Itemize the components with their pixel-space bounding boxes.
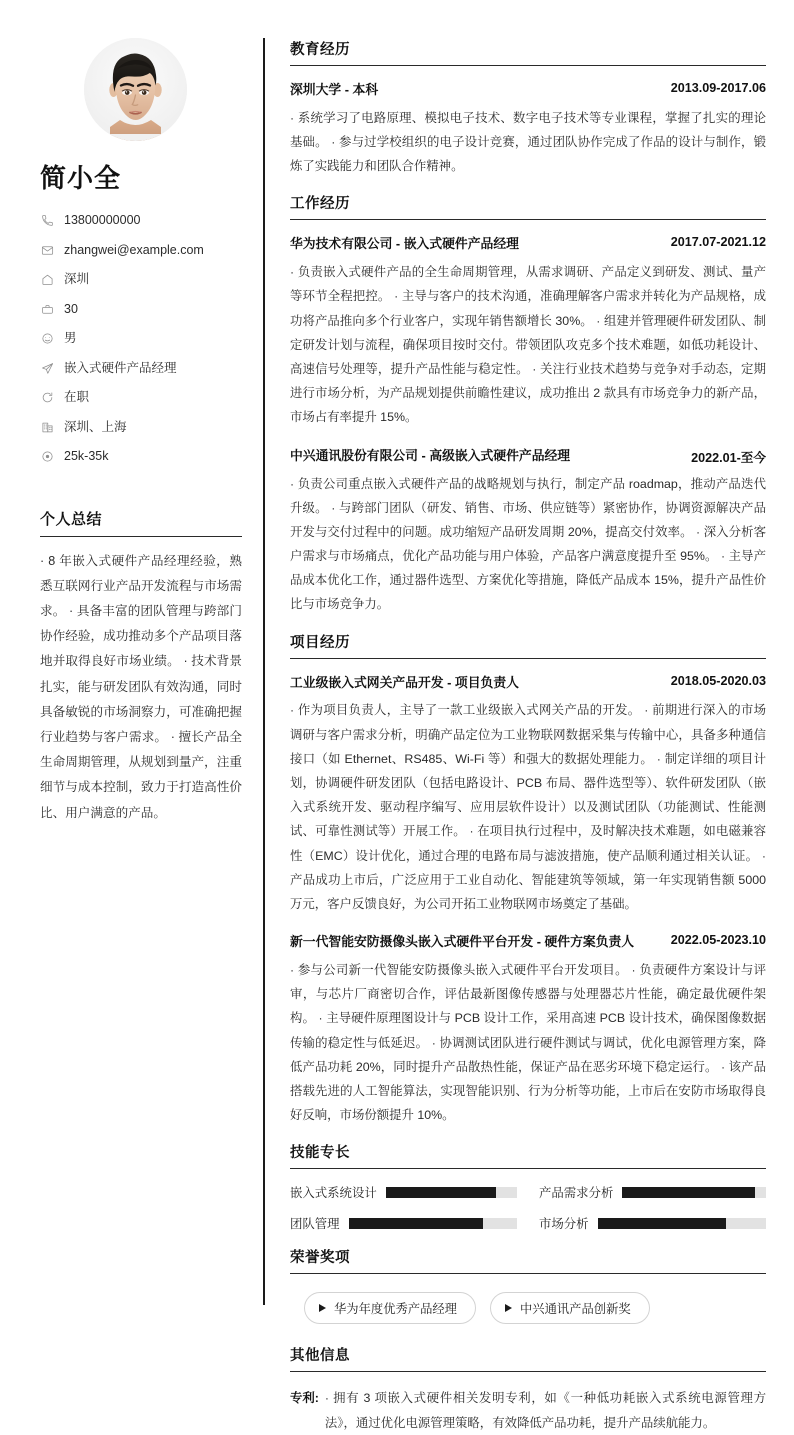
entry-header [290, 932, 766, 952]
section-title-education: 教育经历 [290, 38, 766, 66]
briefcase-icon [40, 302, 55, 317]
building-icon [40, 420, 55, 435]
envelope-icon [40, 243, 55, 258]
section-awards [290, 1246, 766, 1330]
target-icon [40, 449, 55, 464]
skill-progress-fill [598, 1218, 726, 1229]
section-education [290, 38, 766, 178]
skill-row [539, 1183, 766, 1201]
entry-date: 2017.07-2021.12 [670, 235, 766, 250]
contact-item-status [40, 389, 242, 407]
refresh-icon [40, 390, 55, 405]
award-label: 华为年度优秀产品经理 [334, 1302, 457, 1317]
entry-date: 2018.05-2020.03 [670, 673, 766, 688]
paper-plane-icon [40, 361, 55, 376]
award-tag[interactable] [304, 1292, 476, 1324]
skill-progress-fill [386, 1187, 496, 1198]
section-other-info [290, 1344, 766, 1434]
entry-header [290, 673, 766, 693]
contact-item-city [40, 271, 242, 289]
summary-section [40, 508, 242, 826]
section-title-awards: 荣誉奖项 [290, 1246, 766, 1274]
contact-item-gender [40, 330, 242, 348]
awards-list [290, 1288, 766, 1330]
skill-name: 市场分析 [539, 1217, 589, 1232]
skills-grid [290, 1183, 766, 1232]
contact-value-email: zhangwei@example.com [64, 242, 204, 257]
contact-item-role [40, 360, 242, 378]
other-info-label: 专利: [290, 1391, 319, 1406]
skill-progress-track [386, 1187, 517, 1198]
contact-value-gender: 男 [64, 331, 77, 346]
contact-value-status: 在职 [64, 390, 90, 405]
sidebar [28, 30, 264, 1346]
entry-title: 华为技术有限公司 - 嵌入式硬件产品经理 [290, 236, 519, 252]
contact-value-phone: 13800000000 [64, 213, 141, 228]
education-entry [290, 80, 766, 178]
entry-date: 2022.05-2023.10 [670, 933, 766, 948]
portrait-photo-icon [84, 38, 187, 141]
skill-name: 产品需求分析 [539, 1186, 614, 1201]
triangle-right-icon [319, 1304, 326, 1312]
avatar-wrapper [28, 38, 242, 141]
column-divider [263, 38, 265, 1305]
contact-item-phone [40, 212, 242, 230]
entry-description: · 参与公司新一代智能安防摄像头嵌入式硬件平台开发项目。 · 负责硬件方案设计与评审，与芯片厂商密切合作，评估最新图像传感器与处理器芯片性能，确定最优硬件架构。 · 主导硬件原理图设计与 PCB 设计工作，采用高速 PCB 设计技术，确保图像数据传输的稳定性与低延迟。 · 协调测试团队进行硬件测试与调试，优化电源管理方案，降低产品功耗 20%，同时提升产品散热性能，保证产品在恶劣环境下稳定运行。 · 该产品搭载先进的人工智能算法，实现智能识别、行为分析等功能，上市后在安防市场取得良好反响，市场份额提升 10%。 [290, 963, 766, 1123]
contact-value-city: 深圳 [64, 272, 90, 287]
award-label: 中兴通讯产品创新奖 [519, 1302, 631, 1317]
entry-description: · 作为项目负责人，主导了一款工业级嵌入式网关产品的开发。 · 前期进行深入的市场调研与客户需求分析，明确产品定位为工业物联网数据采集与传输中心，具备多种通信接口（如 Ethernet、RS485、Wi-Fi 等）和强大的数据处理能力。 · 制定详细的项目计划，协调硬件研发团队（包括电路设计、PCB 布局、器件选型等）、软件研发团队（嵌入式系统开发、驱动程序编写、应用层软件设计）以及测试团队（功能测试、性能测试、可靠性测试等）开展工作。 · 在项目执行过程中，及时解决技术难题，如电磁兼容性（EMC）设计优化，通过合理的电路布局与滤波措施，使产品顺利通过相关认证。 · 产品成功上市后，广泛应用于工业自动化、智能建筑等领域，第一年实现销售额 5000 万元，客户反馈良好，为公司开拓工业物联网市场奠定了基础。 [290, 703, 766, 911]
entry-title: 中兴通讯股份有限公司 - 高级嵌入式硬件产品经理 [290, 447, 571, 463]
entry-header [290, 80, 766, 100]
work-entry [290, 234, 766, 429]
candidate-name: 简小全 [40, 163, 122, 193]
contact-value-age: 30 [64, 301, 78, 316]
summary-text: · 8 年嵌入式硬件产品经理经验，熟悉互联网行业产品开发流程与市场需求。 · 具备丰富的团队管理与跨部门协作经验，成功推动多个产品项目落地并取得良好市场业绩。 · 技术背景扎实，能与研发团队有效沟通，同时具备敏锐的市场洞察力，可准确把握行业趋势与客户需求。 · 擅长产品全生命周期管理，从规划到量产，注重细节与成本控制，致力于打造高性价比、用户满意的产品。 [40, 553, 242, 820]
section-work [290, 192, 766, 616]
section-skills [290, 1141, 766, 1232]
work-entry [290, 446, 766, 617]
contact-list [40, 212, 242, 466]
contact-value-locations: 深圳、上海 [64, 419, 127, 434]
skill-name: 嵌入式系统设计 [290, 1186, 377, 1201]
summary-title: 个人总结 [40, 508, 242, 537]
skill-progress-track [598, 1218, 766, 1229]
entry-description: · 负责嵌入式硬件产品的全生命周期管理，从需求调研、产品定义到研发、测试、量产等环节全程把控。 · 主导与客户的技术沟通，准确理解客户需求并转化为产品规格，成功将产品推向多个行业客户，实现年销售额增长 30%。 · 组建并管理硬件研发团队、制定研发计划与流程，确保项目按时交付。带领团队攻克多个技术难题，如低功耗设计、高速信号处理等，提升产品性能与稳定性。 · 关注行业技术趋势与竞争对手动态，定期进行市场分析，为产品规划提供前瞻性建议，成功推出 2 款具有市场竞争力的新产品，市场占有率提升 15%。 [290, 265, 766, 425]
section-title-other-info: 其他信息 [290, 1344, 766, 1372]
other-info-text: · 拥有 3 项嵌入式硬件相关发明专利，如《一种低功耗嵌入式系统电源管理方法》，通过优化电源管理策略，有效降低产品功耗，提升产品续航能力。 [324, 1391, 766, 1430]
section-title-projects: 项目经历 [290, 631, 766, 659]
home-icon [40, 272, 55, 287]
entry-header [290, 234, 766, 254]
phone-icon [40, 213, 55, 228]
award-tag[interactable] [490, 1292, 650, 1324]
entry-description: · 系统学习了电路原理、模拟电子技术、数字电子技术等专业课程，掌握了扎实的理论基础。 · 参与过学校组织的电子设计竞赛，通过团队协作完成了作品的设计与制作，锻炼了实践能力和团队合作精神。 [290, 110, 766, 174]
project-entry [290, 673, 766, 917]
contact-item-locations [40, 419, 242, 437]
entry-date: 2022.01-至今 [691, 450, 766, 465]
main-content [264, 30, 766, 1430]
section-title-skills: 技能专长 [290, 1141, 766, 1169]
gender-icon [40, 331, 55, 346]
skill-row [290, 1214, 517, 1232]
contact-item-salary [40, 448, 242, 466]
section-projects [290, 631, 766, 1128]
triangle-right-icon [505, 1304, 512, 1312]
avatar [84, 38, 187, 141]
entry-title: 深圳大学 - 本科 [290, 82, 379, 97]
contact-item-age [40, 301, 242, 319]
skill-row [539, 1214, 766, 1232]
skill-name: 团队管理 [290, 1217, 340, 1232]
skill-progress-track [622, 1187, 766, 1198]
project-entry [290, 932, 766, 1127]
skill-row [290, 1183, 517, 1201]
other-info-row [290, 1386, 766, 1434]
contact-value-salary: 25k-35k [64, 449, 109, 464]
skill-progress-track [349, 1218, 517, 1229]
skill-progress-fill [349, 1218, 484, 1229]
contact-value-role: 嵌入式硬件产品经理 [64, 360, 177, 375]
entry-header [290, 446, 766, 466]
section-title-work: 工作经历 [290, 192, 766, 220]
entry-title: 工业级嵌入式网关产品开发 - 项目负责人 [290, 674, 519, 690]
entry-description: · 负责公司重点嵌入式硬件产品的战略规划与执行，制定产品 roadmap，推动产品迭代升级。 · 与跨部门团队（研发、销售、市场、供应链等）紧密协作，协调资源解决产品开发与交付过程中的问题。成功缩短产品研发周期 20%，提高交付效率。 · 深入分析客户需求与市场痛点，优化产品功能与用户体验，产品客户满意度提升至 95%。 · 主导产品成本优化工作，通过器件选型、方案优化等措施，降低产品成本 15%，提升产品性价比与市场竞争力。 [290, 476, 766, 612]
contact-item-email [40, 242, 242, 260]
entry-title: 新一代智能安防摄像头嵌入式硬件平台开发 - 硬件方案负责人 [290, 934, 635, 950]
entry-date: 2013.09-2017.06 [670, 81, 766, 95]
skill-progress-fill [622, 1187, 754, 1198]
